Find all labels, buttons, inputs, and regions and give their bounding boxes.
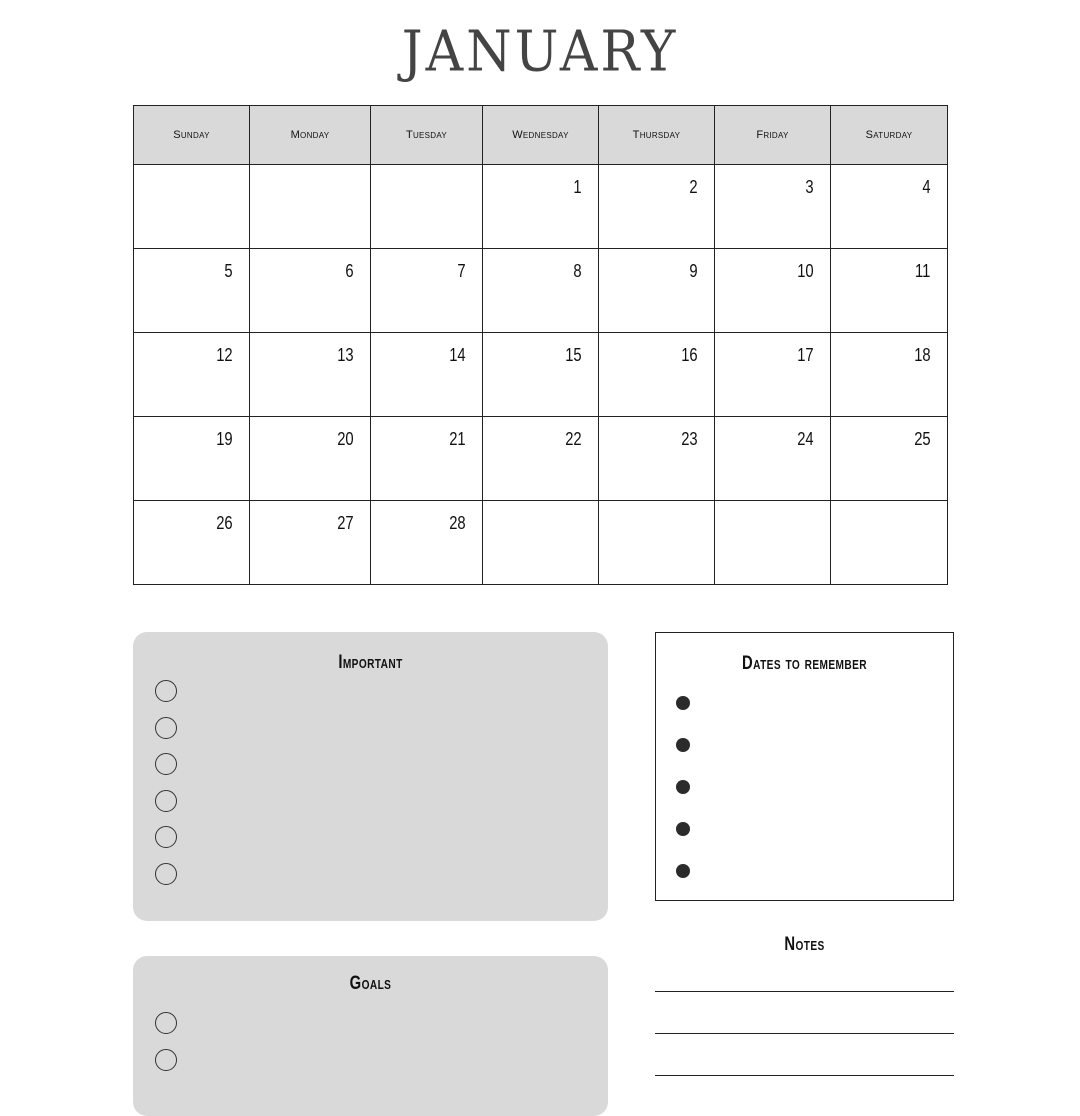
bullet-dot [676, 864, 690, 878]
note-line[interactable] [655, 991, 954, 992]
note-line[interactable] [655, 1075, 954, 1076]
checkbox-circle[interactable] [155, 790, 177, 812]
empty-day-cell[interactable] [250, 165, 371, 249]
checkbox-circle[interactable] [155, 1012, 177, 1034]
weekday-header: Tuesday [371, 106, 483, 165]
calendar-week-row [134, 333, 948, 417]
day-cell[interactable] [134, 333, 250, 417]
day-number: 26 [216, 513, 233, 533]
bullet-dot [676, 696, 690, 710]
day-cell[interactable] [250, 333, 371, 417]
day-number: 2 [689, 177, 698, 197]
calendar-week-row [134, 417, 948, 501]
weekday-header: Thursday [599, 106, 715, 165]
checkbox-circle[interactable] [155, 680, 177, 702]
bullet-dot [676, 822, 690, 836]
day-cell[interactable] [371, 333, 483, 417]
weekday-header: Sunday [134, 106, 250, 165]
day-cell[interactable] [483, 333, 599, 417]
day-number: 11 [915, 261, 931, 281]
day-number: 13 [337, 345, 354, 365]
weekday-header: Monday [250, 106, 371, 165]
checkbox-circle[interactable] [155, 863, 177, 885]
goals-heading: Goals [349, 973, 392, 994]
day-number: 22 [565, 429, 582, 449]
day-number: 21 [449, 429, 466, 449]
day-number: 28 [449, 513, 466, 533]
bullet-dot [676, 738, 690, 752]
bullet-dot [676, 780, 690, 794]
checkbox-circle[interactable] [155, 826, 177, 848]
day-number: 19 [216, 429, 233, 449]
day-number: 5 [224, 261, 233, 281]
day-cell[interactable] [715, 333, 831, 417]
day-number: 20 [337, 429, 354, 449]
calendar-grid [133, 105, 948, 585]
day-cell[interactable] [483, 249, 599, 333]
day-cell[interactable] [831, 333, 948, 417]
day-number: 27 [337, 513, 354, 533]
day-cell[interactable] [371, 417, 483, 501]
day-cell[interactable] [250, 501, 371, 585]
day-cell[interactable] [250, 249, 371, 333]
day-number: 4 [922, 177, 931, 197]
checkbox-circle[interactable] [155, 1049, 177, 1071]
day-cell[interactable] [831, 165, 948, 249]
day-cell[interactable] [371, 501, 483, 585]
calendar-week-row [134, 501, 948, 585]
day-cell[interactable] [134, 249, 250, 333]
day-number: 1 [573, 177, 582, 197]
day-cell[interactable] [715, 165, 831, 249]
day-number: 9 [689, 261, 698, 281]
note-line[interactable] [655, 1033, 954, 1034]
day-cell[interactable] [250, 417, 371, 501]
day-number: 16 [681, 345, 698, 365]
day-number: 14 [449, 345, 466, 365]
day-cell[interactable] [599, 249, 715, 333]
empty-day-cell[interactable] [483, 501, 599, 585]
weekday-header: Saturday [831, 106, 948, 165]
weekday-header: Friday [715, 106, 831, 165]
checkbox-circle[interactable] [155, 753, 177, 775]
day-number: 23 [681, 429, 698, 449]
day-cell[interactable] [599, 333, 715, 417]
day-number: 7 [457, 261, 466, 281]
day-number: 12 [216, 345, 233, 365]
empty-day-cell[interactable] [371, 165, 483, 249]
day-cell[interactable] [483, 417, 599, 501]
weekday-header: Wednesday [483, 106, 599, 165]
day-number: 17 [797, 345, 814, 365]
dates-heading: Dates to remember [742, 653, 867, 674]
calendar-week-row [134, 165, 948, 249]
calendar-body [134, 165, 948, 585]
day-number: 15 [565, 345, 582, 365]
day-number: 18 [914, 345, 931, 365]
day-cell[interactable] [483, 165, 599, 249]
goals-panel [133, 956, 608, 1116]
empty-day-cell[interactable] [599, 501, 715, 585]
weekday-header-row [134, 106, 948, 165]
day-cell[interactable] [715, 417, 831, 501]
day-cell[interactable] [371, 249, 483, 333]
day-cell[interactable] [715, 249, 831, 333]
empty-day-cell[interactable] [831, 501, 948, 585]
day-cell[interactable] [134, 417, 250, 501]
day-cell[interactable] [831, 249, 948, 333]
day-cell[interactable] [831, 417, 948, 501]
notes-heading: Notes [784, 934, 825, 955]
day-number: 8 [573, 261, 582, 281]
day-number: 6 [345, 261, 354, 281]
day-number: 25 [914, 429, 931, 449]
day-cell[interactable] [599, 165, 715, 249]
day-number: 3 [805, 177, 814, 197]
calendar-week-row [134, 249, 948, 333]
month-title: JANUARY [401, 19, 679, 85]
day-number: 10 [797, 261, 814, 281]
dates-to-remember-panel [655, 632, 954, 901]
empty-day-cell[interactable] [715, 501, 831, 585]
checkbox-circle[interactable] [155, 717, 177, 739]
day-number: 24 [797, 429, 814, 449]
important-heading: Important [338, 652, 403, 673]
day-cell[interactable] [599, 417, 715, 501]
important-panel [133, 632, 608, 921]
day-cell[interactable] [134, 501, 250, 585]
empty-day-cell[interactable] [134, 165, 250, 249]
